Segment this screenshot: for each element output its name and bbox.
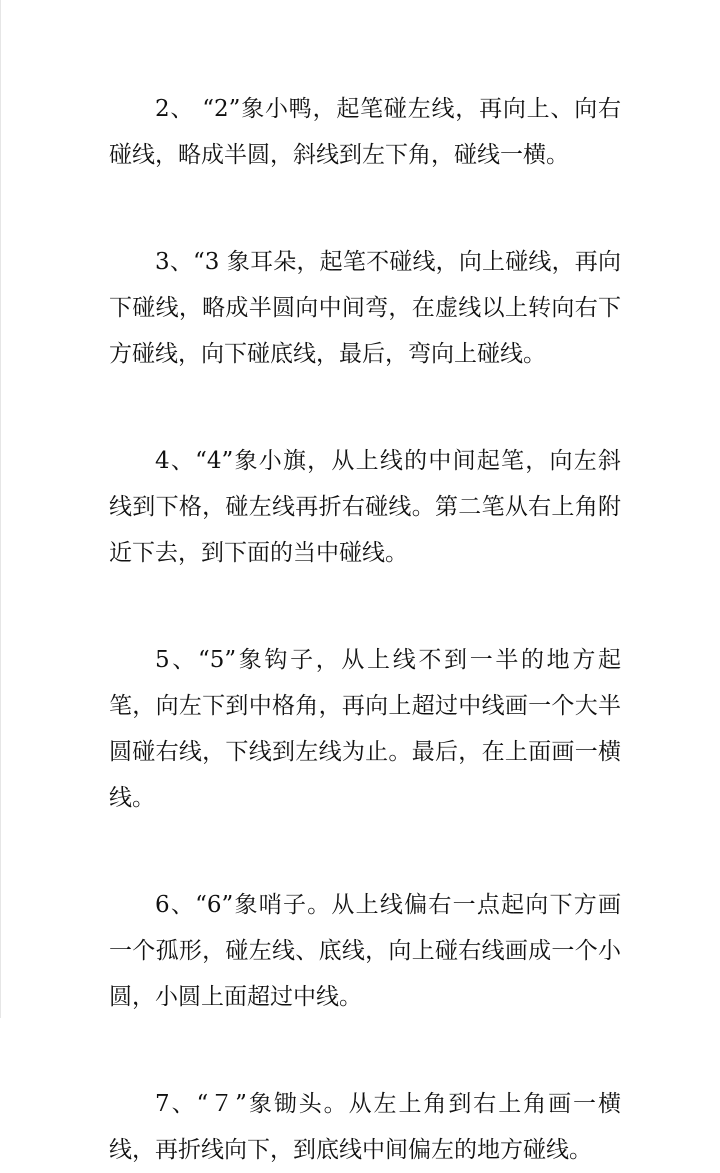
paragraph-digit-2: 2、 “2”象小鸭，起笔碰左线，再向上、向右碰线，略成半圆，斜线到左下角，碰线一横。: [109, 96, 621, 168]
paragraph-digit-3: 3、“3 象耳朵，起笔不碰线，向上碰线，再向下碰线，略成半圆向中间弯，在虚线以上转向右下方碰线，向下碰底线，最后，弯向上碰线。: [109, 249, 621, 367]
paragraph-digit-7: 7、“７”象锄头。从左上角到右上角画一横线，再折线向下，到底线中间偏左的地方碰线。: [109, 1091, 621, 1163]
paragraph-digit-5: 5、“5”象钩子，从上线不到一半的地方起笔，向左下到中格角，再向上超过中线画一个大半圆碰右线，下线到左线为止。最后，在上面画一横线。: [109, 647, 621, 811]
paragraph-digit-4: 4、“4”象小旗，从上线的中间起笔，向左斜线到下格，碰左线再折右碰线。第二笔从右上角附近下去，到下面的当中碰线。: [109, 448, 621, 566]
document-body: [109, 86, 621, 1173]
paragraph-digit-6: 6、“6”象哨子。从上线偏右一点起向下方画一个孤形，碰左线、底线，向上碰右线画成一个小圆，小圆上面超过中线。: [109, 892, 621, 1010]
